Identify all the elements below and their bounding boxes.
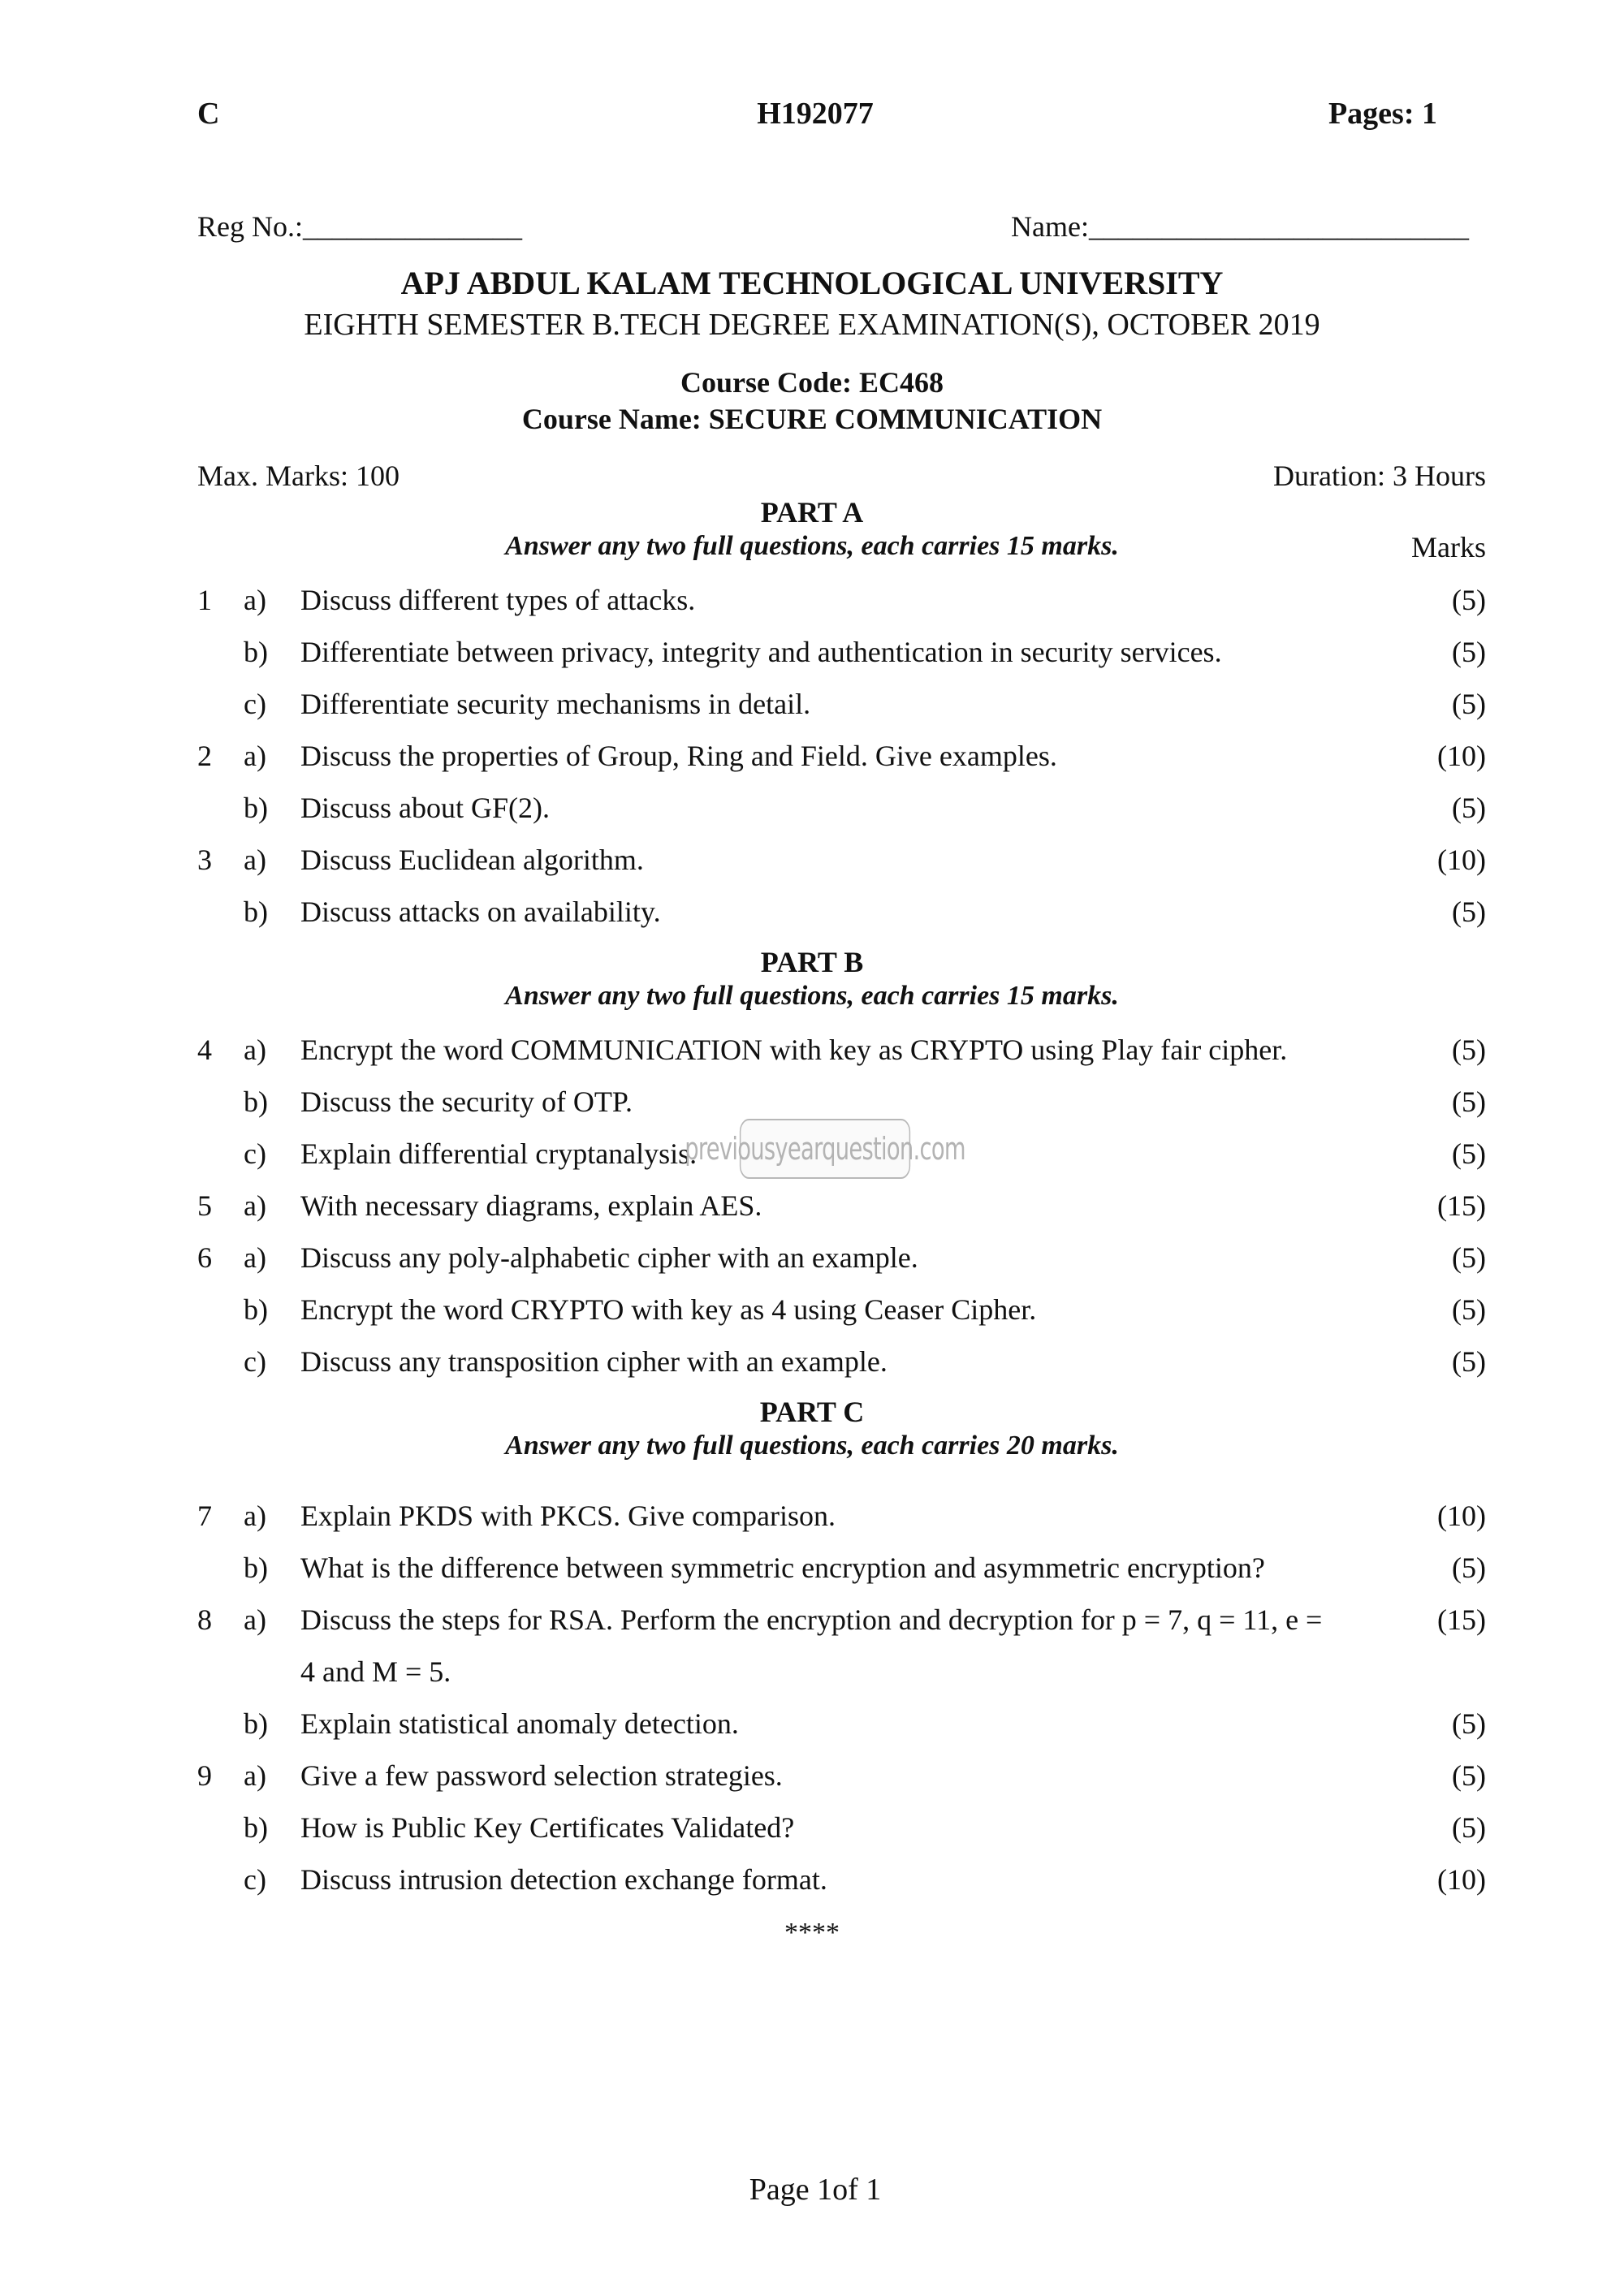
question-text: Discuss any poly-alphabetic cipher with an example.	[300, 1241, 918, 1274]
part-c-title: PART C	[759, 1396, 865, 1428]
question-text: Explain PKDS with PKCS. Give comparison.	[300, 1500, 836, 1532]
question-marks: (5)	[1452, 636, 1486, 668]
question-sub: a)	[244, 584, 266, 616]
question-row	[0, 1241, 1624, 1293]
question-row	[0, 1862, 1624, 1914]
question-sub: b)	[244, 792, 268, 824]
question-row	[0, 583, 1624, 635]
question-marks: (15)	[1437, 1189, 1486, 1222]
part-b-instruction: Answer any two full questions, each carries 15 marks.	[505, 981, 1119, 1011]
question-row	[0, 739, 1624, 791]
question-row	[0, 1551, 1624, 1603]
question-text: Discuss intrusion detection exchange format.	[300, 1863, 827, 1896]
question-text: Encrypt the word CRYPTO with key as 4 using Ceaser Cipher.	[300, 1293, 1037, 1326]
paper-id: H192077	[757, 97, 874, 131]
question-marks: (5)	[1452, 1759, 1486, 1792]
part-b-title: PART B	[760, 946, 864, 978]
question-row	[0, 687, 1624, 739]
question-text: Discuss the security of OTP.	[300, 1085, 633, 1118]
question-marks: (5)	[1452, 1241, 1486, 1274]
question-marks: (5)	[1452, 688, 1486, 720]
question-text: Discuss attacks on availability.	[300, 896, 661, 928]
question-marks: (10)	[1437, 1863, 1486, 1896]
question-sub: c)	[244, 1863, 266, 1896]
question-text: Explain statistical anomaly detection.	[300, 1707, 739, 1740]
question-marks: (5)	[1452, 1034, 1486, 1066]
question-marks: (10)	[1437, 844, 1486, 876]
question-row	[0, 1033, 1624, 1085]
question-marks: (5)	[1452, 584, 1486, 616]
question-text: Discuss any transposition cipher with an example.	[300, 1345, 888, 1378]
question-row	[0, 1189, 1624, 1241]
exam-title: EIGHTH SEMESTER B.TECH DEGREE EXAMINATION(S), OCTOBER 2019	[304, 308, 1320, 342]
question-text: Discuss the properties of Group, Ring and Field. Give examples.	[300, 740, 1057, 772]
question-number: 6	[197, 1241, 212, 1274]
question-marks: (5)	[1452, 1085, 1486, 1118]
reg-no-field: Reg No.:_______________	[197, 210, 522, 243]
question-marks: (15)	[1437, 1603, 1486, 1636]
course-code: Course Code: EC468	[680, 366, 944, 399]
question-sub: a)	[244, 1603, 266, 1636]
question-text: Give a few password selection strategies.	[300, 1759, 783, 1792]
question-sub: b)	[244, 1085, 268, 1118]
question-marks: (5)	[1452, 1137, 1486, 1170]
question-sub: b)	[244, 1552, 268, 1584]
question-sub: a)	[244, 1189, 266, 1222]
question-number: 2	[197, 740, 212, 772]
max-marks: Max. Marks: 100	[197, 460, 400, 492]
question-sub: b)	[244, 896, 268, 928]
question-row	[0, 635, 1624, 687]
question-number: 5	[197, 1189, 212, 1222]
name-field: Name:__________________________	[1011, 210, 1469, 243]
watermark-stamp: previousyearquestion.com	[740, 1119, 910, 1179]
duration: Duration: 3 Hours	[1273, 460, 1486, 492]
question-marks: (5)	[1452, 896, 1486, 928]
course-name: Course Name: SECURE COMMUNICATION	[521, 403, 1103, 435]
question-number: 9	[197, 1759, 212, 1792]
question-number: 8	[197, 1603, 212, 1636]
question-sub: a)	[244, 1500, 266, 1532]
end-marker: ****	[784, 1918, 840, 1948]
question-marks: (10)	[1437, 1500, 1486, 1532]
question-sub: a)	[244, 1034, 266, 1066]
question-row	[0, 895, 1624, 947]
question-marks: (10)	[1437, 740, 1486, 772]
question-row	[0, 1655, 1624, 1707]
question-number: 3	[197, 844, 212, 876]
question-sub: c)	[244, 688, 266, 720]
question-sub: a)	[244, 1759, 266, 1792]
paper-series-code: C	[197, 97, 220, 131]
question-marks: (5)	[1452, 792, 1486, 824]
page-count: Pages: 1	[1328, 97, 1437, 131]
question-sub: b)	[244, 1707, 268, 1740]
question-text: 4 and M = 5.	[300, 1655, 451, 1688]
marks-column-header: Marks	[1411, 531, 1486, 563]
question-marks: (5)	[1452, 1552, 1486, 1584]
question-sub: b)	[244, 1811, 268, 1844]
question-marks: (5)	[1452, 1811, 1486, 1844]
question-text: What is the difference between symmetric encryption and asymmetric encryption?	[300, 1552, 1265, 1584]
part-a-title: PART A	[760, 496, 864, 529]
question-text: Differentiate security mechanisms in detail.	[300, 688, 811, 720]
part-a-instruction: Answer any two full questions, each carries 15 marks.	[505, 531, 1119, 561]
question-marks: (5)	[1452, 1345, 1486, 1378]
question-text: Discuss different types of attacks.	[300, 584, 696, 616]
question-sub: b)	[244, 636, 268, 668]
part-c-instruction: Answer any two full questions, each carries 20 marks.	[505, 1431, 1119, 1461]
question-row	[0, 1810, 1624, 1862]
question-sub: a)	[244, 1241, 266, 1274]
question-sub: b)	[244, 1293, 268, 1326]
question-row	[0, 1707, 1624, 1759]
question-number: 1	[197, 584, 212, 616]
question-text: Discuss Euclidean algorithm.	[300, 844, 644, 876]
question-text: Explain differential cryptanalysis.	[300, 1137, 698, 1170]
question-row	[0, 843, 1624, 895]
question-sub: c)	[244, 1137, 266, 1170]
question-row	[0, 791, 1624, 843]
question-marks: (5)	[1452, 1293, 1486, 1326]
question-row	[0, 1293, 1624, 1344]
question-sub: c)	[244, 1345, 266, 1378]
question-number: 4	[197, 1034, 212, 1066]
question-text: Discuss about GF(2).	[300, 792, 550, 824]
question-row	[0, 1499, 1624, 1551]
question-text: How is Public Key Certificates Validated?	[300, 1811, 795, 1844]
question-row	[0, 1603, 1624, 1655]
question-text: With necessary diagrams, explain AES.	[300, 1189, 762, 1222]
question-text: Differentiate between privacy, integrity and authentication in security services.	[300, 636, 1222, 668]
question-number: 7	[197, 1500, 212, 1532]
university-title: APJ ABDUL KALAM TECHNOLOGICAL UNIVERSITY	[400, 265, 1224, 301]
question-sub: a)	[244, 844, 266, 876]
question-row	[0, 1759, 1624, 1810]
question-marks: (5)	[1452, 1707, 1486, 1740]
question-text: Encrypt the word COMMUNICATION with key as CRYPTO using Play fair cipher.	[300, 1034, 1288, 1066]
question-text: Discuss the steps for RSA. Perform the encryption and decryption for p = 7, q = 11, e =	[300, 1603, 1323, 1636]
question-sub: a)	[244, 740, 266, 772]
question-row	[0, 1344, 1624, 1396]
page-footer: Page 1of 1	[749, 2173, 882, 2207]
